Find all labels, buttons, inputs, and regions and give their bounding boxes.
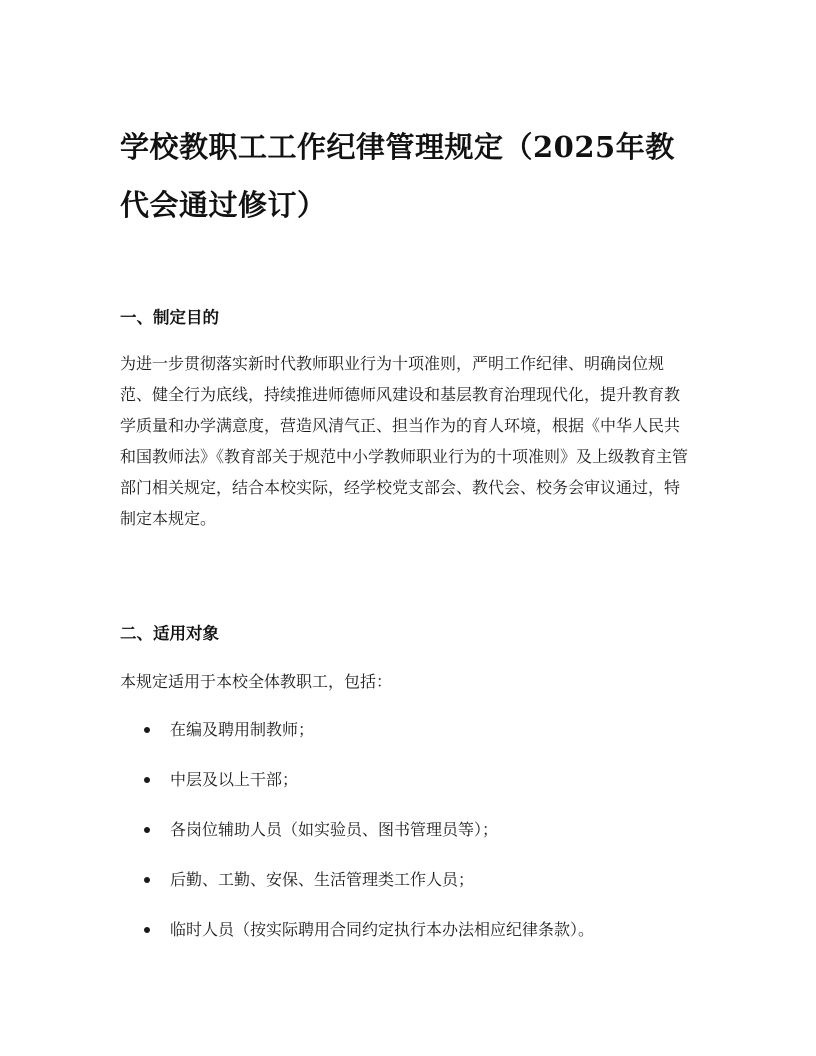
list-item-text: 后勤、工勤、安保、生活管理类工作人员； bbox=[170, 870, 475, 889]
list-item-text: 在编及聘用制教师； bbox=[170, 720, 315, 739]
bullet-icon bbox=[144, 777, 150, 783]
list-item-text: 临时人员（按实际聘用合同约定执行本办法相应纪律条款）。 bbox=[170, 920, 595, 939]
list-item bbox=[140, 763, 700, 813]
bullet-icon bbox=[144, 877, 150, 883]
section-paragraph-purpose: 为进一步贯彻落实新时代教师职业行为十项准则，严明工作纪律、明确岗位规范、健全行为底线，持续推进师德师风建设和基层教育治理现代化，提升教育教学质量和办学满意度，营造风清气正、担当作为的育人环境，根据《中华人民共和国教师法》《教育部关于规范中小学教师职业行为的十项准则》及上级教育主管部门相关规定，结合本校实际，经学校党支部会、教代会、校务会审议通过，特制定本规定。 bbox=[120, 354, 689, 528]
bullet-icon bbox=[144, 727, 150, 733]
list-item bbox=[140, 913, 700, 963]
section-heading-purpose: 一、制定目的 bbox=[120, 308, 219, 327]
list-item bbox=[140, 713, 700, 763]
list-item bbox=[140, 863, 700, 913]
list-item-text: 中层及以上干部； bbox=[170, 770, 299, 789]
bullet-icon bbox=[144, 827, 150, 833]
section-paragraph-scope: 本规定适用于本校全体教职工，包括： bbox=[120, 672, 393, 691]
scope-list bbox=[140, 713, 700, 963]
bullet-icon bbox=[144, 927, 150, 933]
section-heading-scope: 二、适用对象 bbox=[120, 624, 219, 643]
document-title: 学校教职工工作纪律管理规定（2025年教代会通过修订） bbox=[120, 130, 675, 222]
list-item bbox=[140, 813, 700, 863]
list-item-text: 各岗位辅助人员（如实验员、图书管理员等）； bbox=[170, 820, 499, 839]
